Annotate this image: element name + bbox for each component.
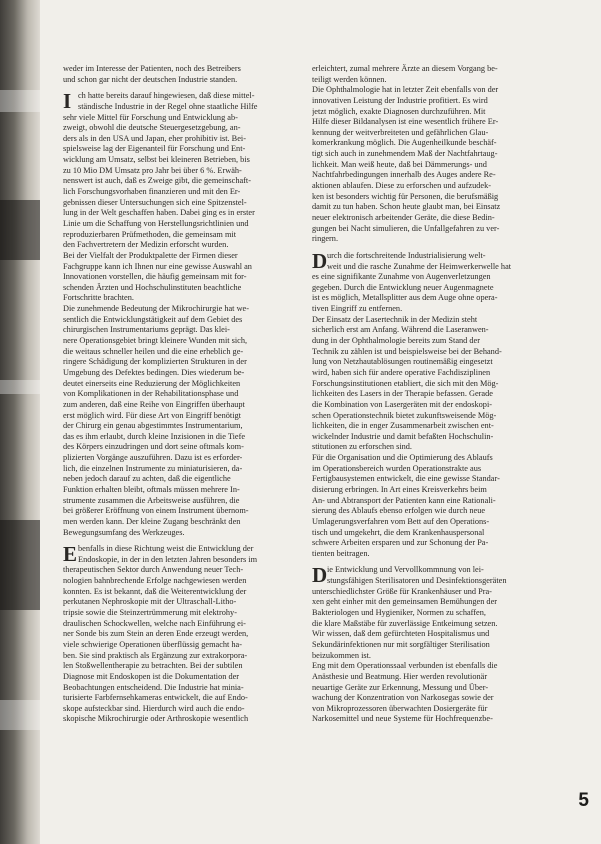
text-line: unterschiedlichster Größe für Krankenhäuser und Pra- bbox=[312, 586, 492, 596]
text-line: Umgebung des Defektes bedingen. Dies wiederum be- bbox=[63, 367, 245, 377]
text-line: zweigt, obwohl die deutsche Steuergesetzgebung, an- bbox=[63, 123, 241, 133]
right-column bbox=[312, 64, 560, 725]
text-line: Der Einsatz der Lasertechnik in der Medizin steht bbox=[312, 314, 478, 324]
text-line: len Stoßwellentherapie zu betrachten. Bei der subtilen bbox=[63, 661, 243, 671]
text-line: ringere Schädigung der komplizierten Strukturen in der bbox=[63, 357, 247, 367]
text-line: xen geht einher mit den gemeinsamen Bemühungen der bbox=[312, 597, 498, 607]
text-line: Endoskopie, in der in den letzten Jahren besonders im bbox=[78, 554, 258, 564]
text-line: viele schwierige Operationen überflüssig gemacht ha- bbox=[63, 639, 243, 649]
text-line: tigt sich auch in zunehmendem Maß der Nachtfahrtaug- bbox=[312, 149, 498, 159]
text-line: Technik zu zählen ist und beispielsweise bei der Behand- bbox=[312, 346, 502, 356]
text-line: Narkosemittel und neue Systeme für Hochfrequenzbe- bbox=[312, 714, 493, 724]
text-line: Diagnose mit Endoskopen ist die Dokumentation der bbox=[63, 671, 240, 681]
drop-cap: D bbox=[312, 248, 328, 273]
text-line: lich Forschungsvorhaben finanzieren und mit den Er- bbox=[63, 187, 241, 197]
text-line: ken ist besonders wichtig für Personen, die berufsmäßig bbox=[312, 191, 499, 201]
text-line: erst möglich wird. Für diese Art von Eingriff benötigt bbox=[63, 410, 241, 420]
text-line: komerkrankung möglich. Die Augenheilkunde beschäf- bbox=[312, 138, 497, 148]
text-line: schenden Ärzten und Hochschulinstituten beachtliche bbox=[63, 282, 242, 292]
text-line: wicklung am Umsatz, selbst bei kleineren Betrieben, bis bbox=[63, 155, 250, 165]
text-line: Für die Organisation und die Optimierung des Ablaufs bbox=[312, 453, 493, 463]
text-line: Hilfe dieser Bildanalysen ist eine wesentlich frühere Er- bbox=[312, 117, 499, 127]
text-line: Fortschritte brachten. bbox=[63, 293, 134, 303]
text-line: gungen bei Nacht simulieren, die Unfallgefahren zu ver- bbox=[312, 223, 500, 233]
text-line: Forschungsinstitutionen etabliert, die sich mit den Mög- bbox=[312, 378, 499, 388]
text-line: spielsweise lag der Eigenanteil für Forschung und Ent- bbox=[63, 144, 246, 154]
text-line: schwere Arbeiten ersparen und zur Schonung der Pa- bbox=[312, 538, 489, 548]
text-line: ist es möglich, Metallsplitter aus dem Auge ohne opera- bbox=[312, 293, 498, 303]
right-intro bbox=[312, 64, 560, 245]
text-line: turisierte Farbfernsehkameras entwickelt, die auf Endo- bbox=[63, 693, 248, 703]
text-line: draulischen Schockwellen, welche nach Einführung ei- bbox=[63, 618, 246, 628]
text-line: jetzt möglich, exakte Diagnosen durchzuführen. Mit bbox=[312, 106, 486, 116]
text-line: beizukommen ist. bbox=[312, 650, 371, 660]
text-line: Linie um die Schaffung von Herstellungsrichtlinien und bbox=[63, 218, 249, 228]
text-line: gegeben. Durch die Entwicklung neuer Augenmagnete bbox=[312, 282, 494, 292]
text-line: des Körpers einzudringen und dort seine oftmals kom- bbox=[63, 442, 244, 452]
text-line: Anästhesie und Beatmung. Hier werden revolutionär bbox=[312, 671, 488, 681]
text-line: neuer elektronisch arbeitender Geräte, die diese Bedin- bbox=[312, 212, 495, 222]
text-line: tiven Eingriff zu entfernen. bbox=[312, 304, 403, 314]
text-line: strumente zusammen die Arbeitsweise ausführen, die bbox=[63, 495, 240, 505]
drop-cap: E bbox=[63, 542, 78, 567]
text-line: skopische Mikrochirurgie oder Arthroskopie wesentlich bbox=[63, 714, 249, 724]
text-line: Eng mit dem Operationssaal verbunden ist ebenfalls die bbox=[312, 661, 498, 671]
text-line: disierung erbringen. In Art eines Kreisverkehrs beim bbox=[312, 484, 487, 494]
text-line: sentlich die Entwicklungstätigkeit auf dem Gebiet des bbox=[63, 314, 243, 324]
text-line: damit zu tun haben. Schon heute glaubt man, bei Einsatz bbox=[312, 202, 501, 212]
text-line: zum anderen, daß eine Reihe von Eingriffen überhaupt bbox=[63, 399, 245, 409]
text-line: benfalls in diese Richtung weist die Entwicklung der bbox=[78, 544, 254, 554]
left-paragraph-2 bbox=[63, 544, 311, 725]
text-line: den Fachvertretern der Medizin erforscht wurden. bbox=[63, 240, 229, 250]
left-column bbox=[63, 64, 311, 725]
left-intro bbox=[63, 64, 311, 85]
text-line: von Mikroprozessoren überwachten Dosiergeräte für bbox=[312, 703, 488, 713]
text-line: Beobachtungen entscheidend. Die Industrie hat minia- bbox=[63, 682, 244, 692]
text-line: Funktion erhalten bleibt, oftmals müssen mehrere In- bbox=[63, 484, 240, 494]
text-line: aktionen ablaufen. Diese zu erforschen und aufzudek- bbox=[312, 181, 491, 191]
text-line: ständische Industrie in der Regel ohne staatliche Hilfe bbox=[78, 101, 258, 111]
text-line: Umlagerungsverfahren vom Bett auf den Operations- bbox=[312, 516, 490, 526]
text-line: tienten beitragen. bbox=[312, 548, 370, 558]
text-line: Fachgruppe kann ich Ihnen nur eine gewisse Auswahl an bbox=[63, 261, 252, 271]
text-line: skope aufsteckbar sind. Hierdurch wird auch die endo- bbox=[63, 703, 245, 713]
text-line: tripsie sowie die Steinzertrümmerung mit elektrohy- bbox=[63, 608, 237, 618]
text-line: Bakteriologen und Hygieniker, Normen zu schaffen, bbox=[312, 608, 486, 618]
text-line: erleichtert, zumal mehrere Ärzte an diesem Vorgang be- bbox=[312, 64, 498, 73]
text-line: Die Ophthalmologie hat in letzter Zeit ebenfalls von der bbox=[312, 85, 499, 95]
text-line: ie Entwicklung und Vervollkommnung von lei- bbox=[327, 565, 484, 575]
text-line: men werden kann. Der kleine Zugang beschränkt den bbox=[63, 516, 241, 526]
text-line: lichkeit. Man weiß heute, daß bei Dämmerungs- und bbox=[312, 159, 487, 169]
adjacent-photo-strip bbox=[0, 0, 40, 844]
right-paragraph-1 bbox=[312, 248, 560, 560]
page-number: 5 bbox=[578, 790, 589, 811]
text-line: nologien bahnbrechende Erfolge nachgewiesen werden bbox=[63, 576, 247, 586]
text-line: die weitaus schneller heilen und die eine erheblich ge- bbox=[63, 346, 244, 356]
text-line: urch die fortschreitende Industrialisierung welt- bbox=[327, 250, 486, 260]
text-line: teiligt werden können. bbox=[312, 74, 387, 84]
text-line: die klare Maßstäbe für zuverlässige Entkeimung setzen. bbox=[312, 618, 498, 628]
text-line: ben. Sie sind praktisch als Ergänzung zur extrakorpora- bbox=[63, 650, 248, 660]
right-paragraph-2 bbox=[312, 565, 560, 725]
text-line: Die zunehmende Bedeutung der Mikrochirurgie hat we- bbox=[63, 304, 250, 314]
text-line: lung in der Welt geschaffen haben. Dabei ging es in erster bbox=[63, 208, 255, 218]
text-line: das es ihm erlaubt, durch kleine Inzisionen in die Tiefe bbox=[63, 431, 246, 441]
text-line: Innovationen vorstellen, die häufig gemeinsam mit for- bbox=[63, 272, 247, 282]
text-line: sicherlich erst am Anfang. Während die Laseranwen- bbox=[312, 325, 489, 335]
text-line: wird, haben sich für andere operative Fachdisziplinen bbox=[312, 367, 491, 377]
text-line: ders als in den USA und Japan, eher prohibitiv ist. Bei- bbox=[63, 133, 246, 143]
text-line: chirurgischen Instrumentariums geprägt. Das klei- bbox=[63, 325, 230, 335]
text-line: An- und Abtransport der Patienten kann eine Rationali- bbox=[312, 495, 496, 505]
text-line: plizierten Vorgänge auszuführen. Dazu ist es erforder- bbox=[63, 453, 243, 463]
text-line: deutet einerseits eine Reduzierung der Möglichkeiten bbox=[63, 378, 241, 388]
text-line: wickelnder Industrie und damit befaßten Hochschulin- bbox=[312, 431, 494, 441]
text-line: Sekundärinfektionen nur mit sorgfältiger Sterilisation bbox=[312, 639, 490, 649]
text-line: ringern. bbox=[312, 234, 339, 244]
text-line: reproduzierbaren Prüfmethoden, die gemeinsam mit bbox=[63, 229, 237, 239]
text-line: Nachtfahrbedingungen innerhalb des Auges andere Re- bbox=[312, 170, 496, 180]
text-line: Bei der Vielfalt der Produktpalette der Firmen dieser bbox=[63, 250, 238, 260]
drop-cap: D bbox=[312, 563, 328, 588]
text-line: sierung des Ablaufs ebenso erfolgen wie durch neue bbox=[312, 506, 486, 516]
text-line: lung von Netzhautablösungen routinemäßig eingesetzt bbox=[312, 357, 493, 367]
text-line: weit und die rasche Zunahme der Heimwerkerwelle hat bbox=[327, 261, 512, 271]
text-line: neuartige Geräte zur Erkennung, Messung und Über- bbox=[312, 682, 489, 692]
left-paragraph-1 bbox=[63, 91, 311, 538]
text-line: Bewegungsumfang des Werkzeuges. bbox=[63, 527, 185, 537]
text-line: therapeutischen Sektor durch Anwendung neuer Tech- bbox=[63, 565, 244, 575]
text-line: gebnissen dieser Untersuchungen sich eine Spitzenstel- bbox=[63, 197, 247, 207]
text-line: bei größerer Eröffnung von einem Instrument übernom- bbox=[63, 506, 249, 516]
text-line: schen Operationstechnik bietet zukunftsweisende Mög- bbox=[312, 410, 497, 420]
text-line: kennung der weitverbreiteten und gefährlichen Glau- bbox=[312, 127, 489, 137]
text-line: und schon gar nicht der deutschen Industrie standen. bbox=[63, 74, 238, 84]
text-line: sehr viele Mittel für Forschung und Entwicklung ab- bbox=[63, 112, 238, 122]
text-line: lichkeiten des Lasers in der Therapie befassen. Gerade bbox=[312, 389, 493, 399]
text-line: lichkeiten, die in enger Zusammenarbeit zwischen ent- bbox=[312, 421, 494, 431]
text-line: dung in der Ophthalmologie bereits zum Stand der bbox=[312, 336, 480, 346]
text-line: weder im Interesse der Patienten, noch des Betreibers bbox=[63, 64, 241, 73]
text-line: Wir wissen, daß dem gefürchteten Hospitalismus und bbox=[312, 629, 490, 639]
text-line: tisch und umgekehrt, die dem Krankenhauspersonal bbox=[312, 527, 485, 537]
text-line: neben jedoch darauf zu achten, daß die eigentliche bbox=[63, 474, 231, 484]
text-line: stungsfähigen Sterilisatoren und Desinfektionsgeräten bbox=[327, 576, 507, 586]
text-line: Fertigbausystemen entwickelt, die eine gewisse Standar- bbox=[312, 474, 500, 484]
text-line: zu 10 Mio DM Umsatz pro Jahr bei über 6 %. Erwäh- bbox=[63, 165, 242, 175]
text-line: nenswert ist auch, daß es Zweige gibt, die gemeinschaft- bbox=[63, 176, 252, 186]
text-line: lich, die einzelnen Instrumente zu miniaturisieren, da- bbox=[63, 463, 243, 473]
text-line: ch hatte bereits darauf hingewiesen, daß diese mittel- bbox=[78, 91, 255, 101]
text-line: die Kombination von Lasergeräten mit der endoskopi- bbox=[312, 399, 493, 409]
text-line: ner Sonde bis zum Stein an deren Ende erzeugt werden, bbox=[63, 629, 249, 639]
text-line: konnten. Es ist bekannt, daß die Weiterentwicklung der bbox=[63, 586, 247, 596]
text-line: von Komplikationen in der Rehabilitationsphase und bbox=[63, 389, 239, 399]
text-line: innovativen Leistung der Industrie profitiert. Es wird bbox=[312, 95, 488, 105]
text-line: perkutanen Nephroskopie mit der Ultraschall-Litho- bbox=[63, 597, 237, 607]
text-line: wachung der Konzentration von Narkosegas sowie der bbox=[312, 693, 494, 703]
text-line: es eine signifikante Zunahme von Augenverletzungen bbox=[312, 272, 491, 282]
text-line: nere Operationsgebiet bringt kleinere Wunden mit sich, bbox=[63, 336, 248, 346]
text-line: der Chirurg ein genau abgestimmtes Instrumentarium, bbox=[63, 421, 243, 431]
text-line: im Operationsbereich wurden Operationstrakte aus bbox=[312, 463, 482, 473]
drop-cap: I bbox=[63, 89, 72, 114]
text-line: stitutionen zu erforschen sind. bbox=[312, 442, 413, 452]
